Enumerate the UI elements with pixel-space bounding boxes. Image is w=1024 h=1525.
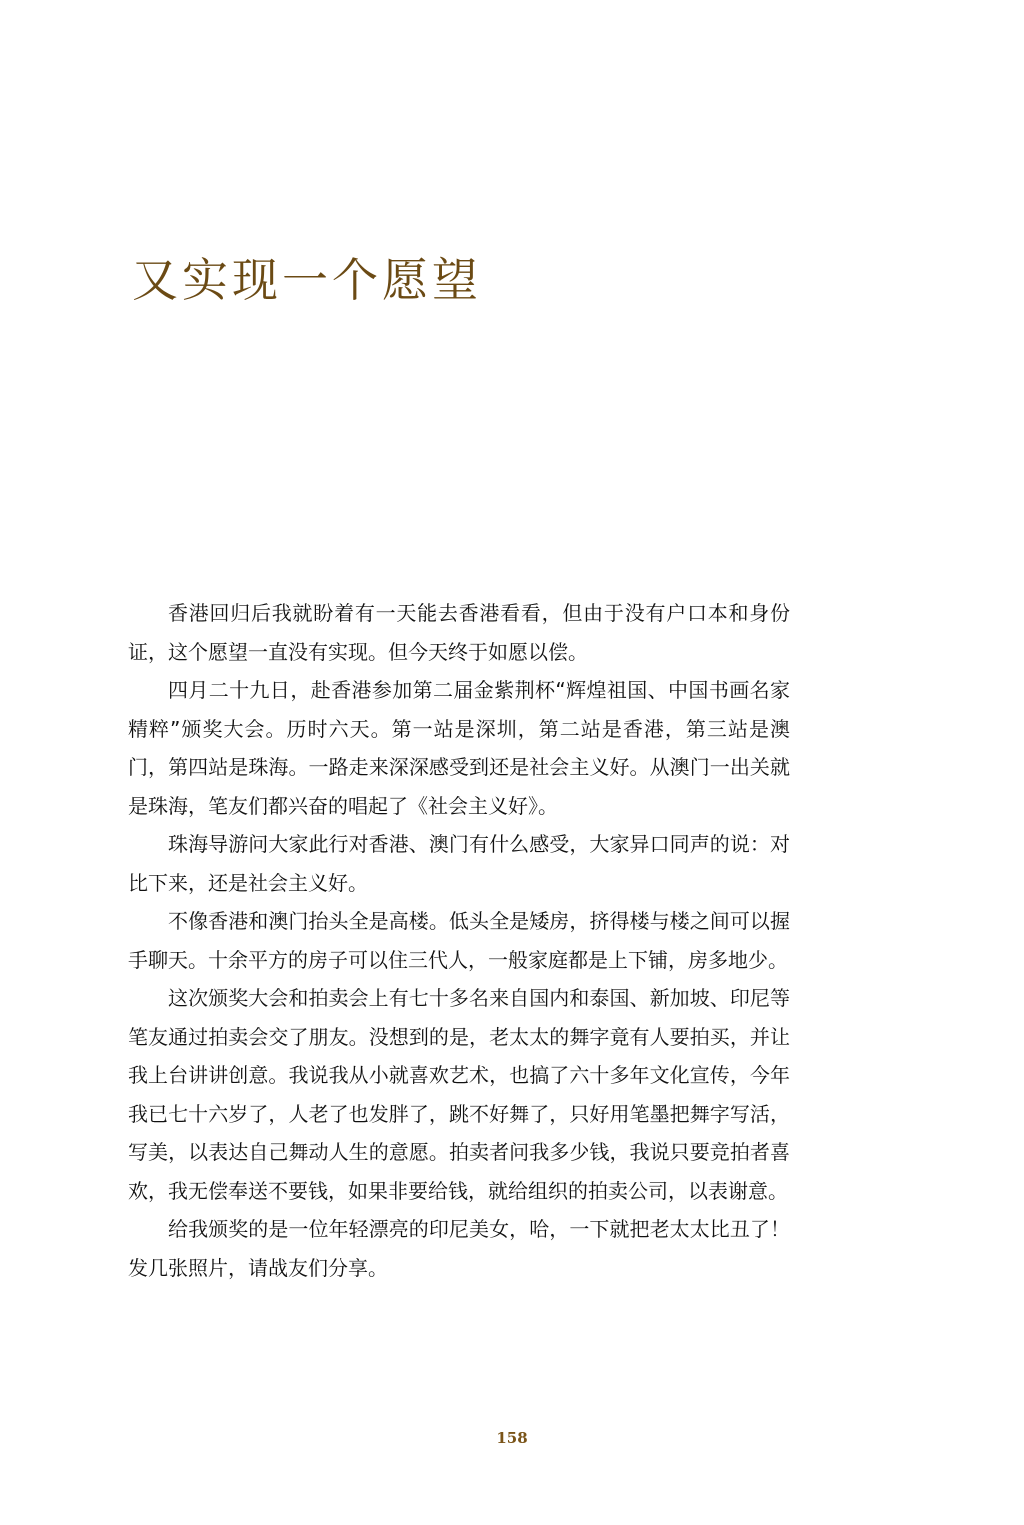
paragraph: 给我颁奖的是一位年轻漂亮的印尼美女，哈，一下就把老太太比丑了！发几张照片，请战友们分享。 bbox=[128, 1217, 790, 1280]
paragraph: 四月二十九日，赴香港参加第二届金紫荆杯“辉煌祖国、中国书画名家精粹”颁奖大会。历时六天。第一站是深圳，第二站是香港，第三站是澳门，第四站是珠海。一路走来深深感受到还是社会主义好。从澳门一出关就是珠海，笔友们都兴奋的唱起了《社会主义好》。 bbox=[128, 678, 790, 818]
paragraph: 这次颁奖大会和拍卖会上有七十多名来自国内和泰国、新加坡、印尼等笔友通过拍卖会交了朋友。没想到的是，老太太的舞字竟有人要拍买，并让我上台讲讲创意。我说我从小就喜欢艺术，也搞了六十多年文化宣传，今年我已七十六岁了，人老了也发胖了，跳不好舞了，只好用笔墨把舞字写活，写美，以表达自己舞动人生的意愿。拍卖者问我多少钱，我说只要竞拍者喜欢，我无偿奉送不要钱，如果非要给钱，就给组织的拍卖公司，以表谢意。 bbox=[128, 986, 790, 1203]
paragraph: 珠海导游问大家此行对香港、澳门有什么感受，大家异口同声的说：对比下来，还是社会主义好。 bbox=[128, 832, 790, 895]
paragraph: 香港回归后我就盼着有一天能去香港看看，但由于没有户口本和身份证，这个愿望一直没有实现。但今天终于如愿以偿。 bbox=[128, 601, 790, 664]
paragraph: 不像香港和澳门抬头全是高楼。低头全是矮房，挤得楼与楼之间可以握手聊天。十余平方的房子可以住三代人，一般家庭都是上下铺，房多地少。 bbox=[128, 909, 790, 972]
chapter-title: 又实现一个愿望 bbox=[132, 253, 482, 307]
article-body bbox=[128, 594, 790, 1287]
page-number: 158 bbox=[496, 1429, 528, 1447]
